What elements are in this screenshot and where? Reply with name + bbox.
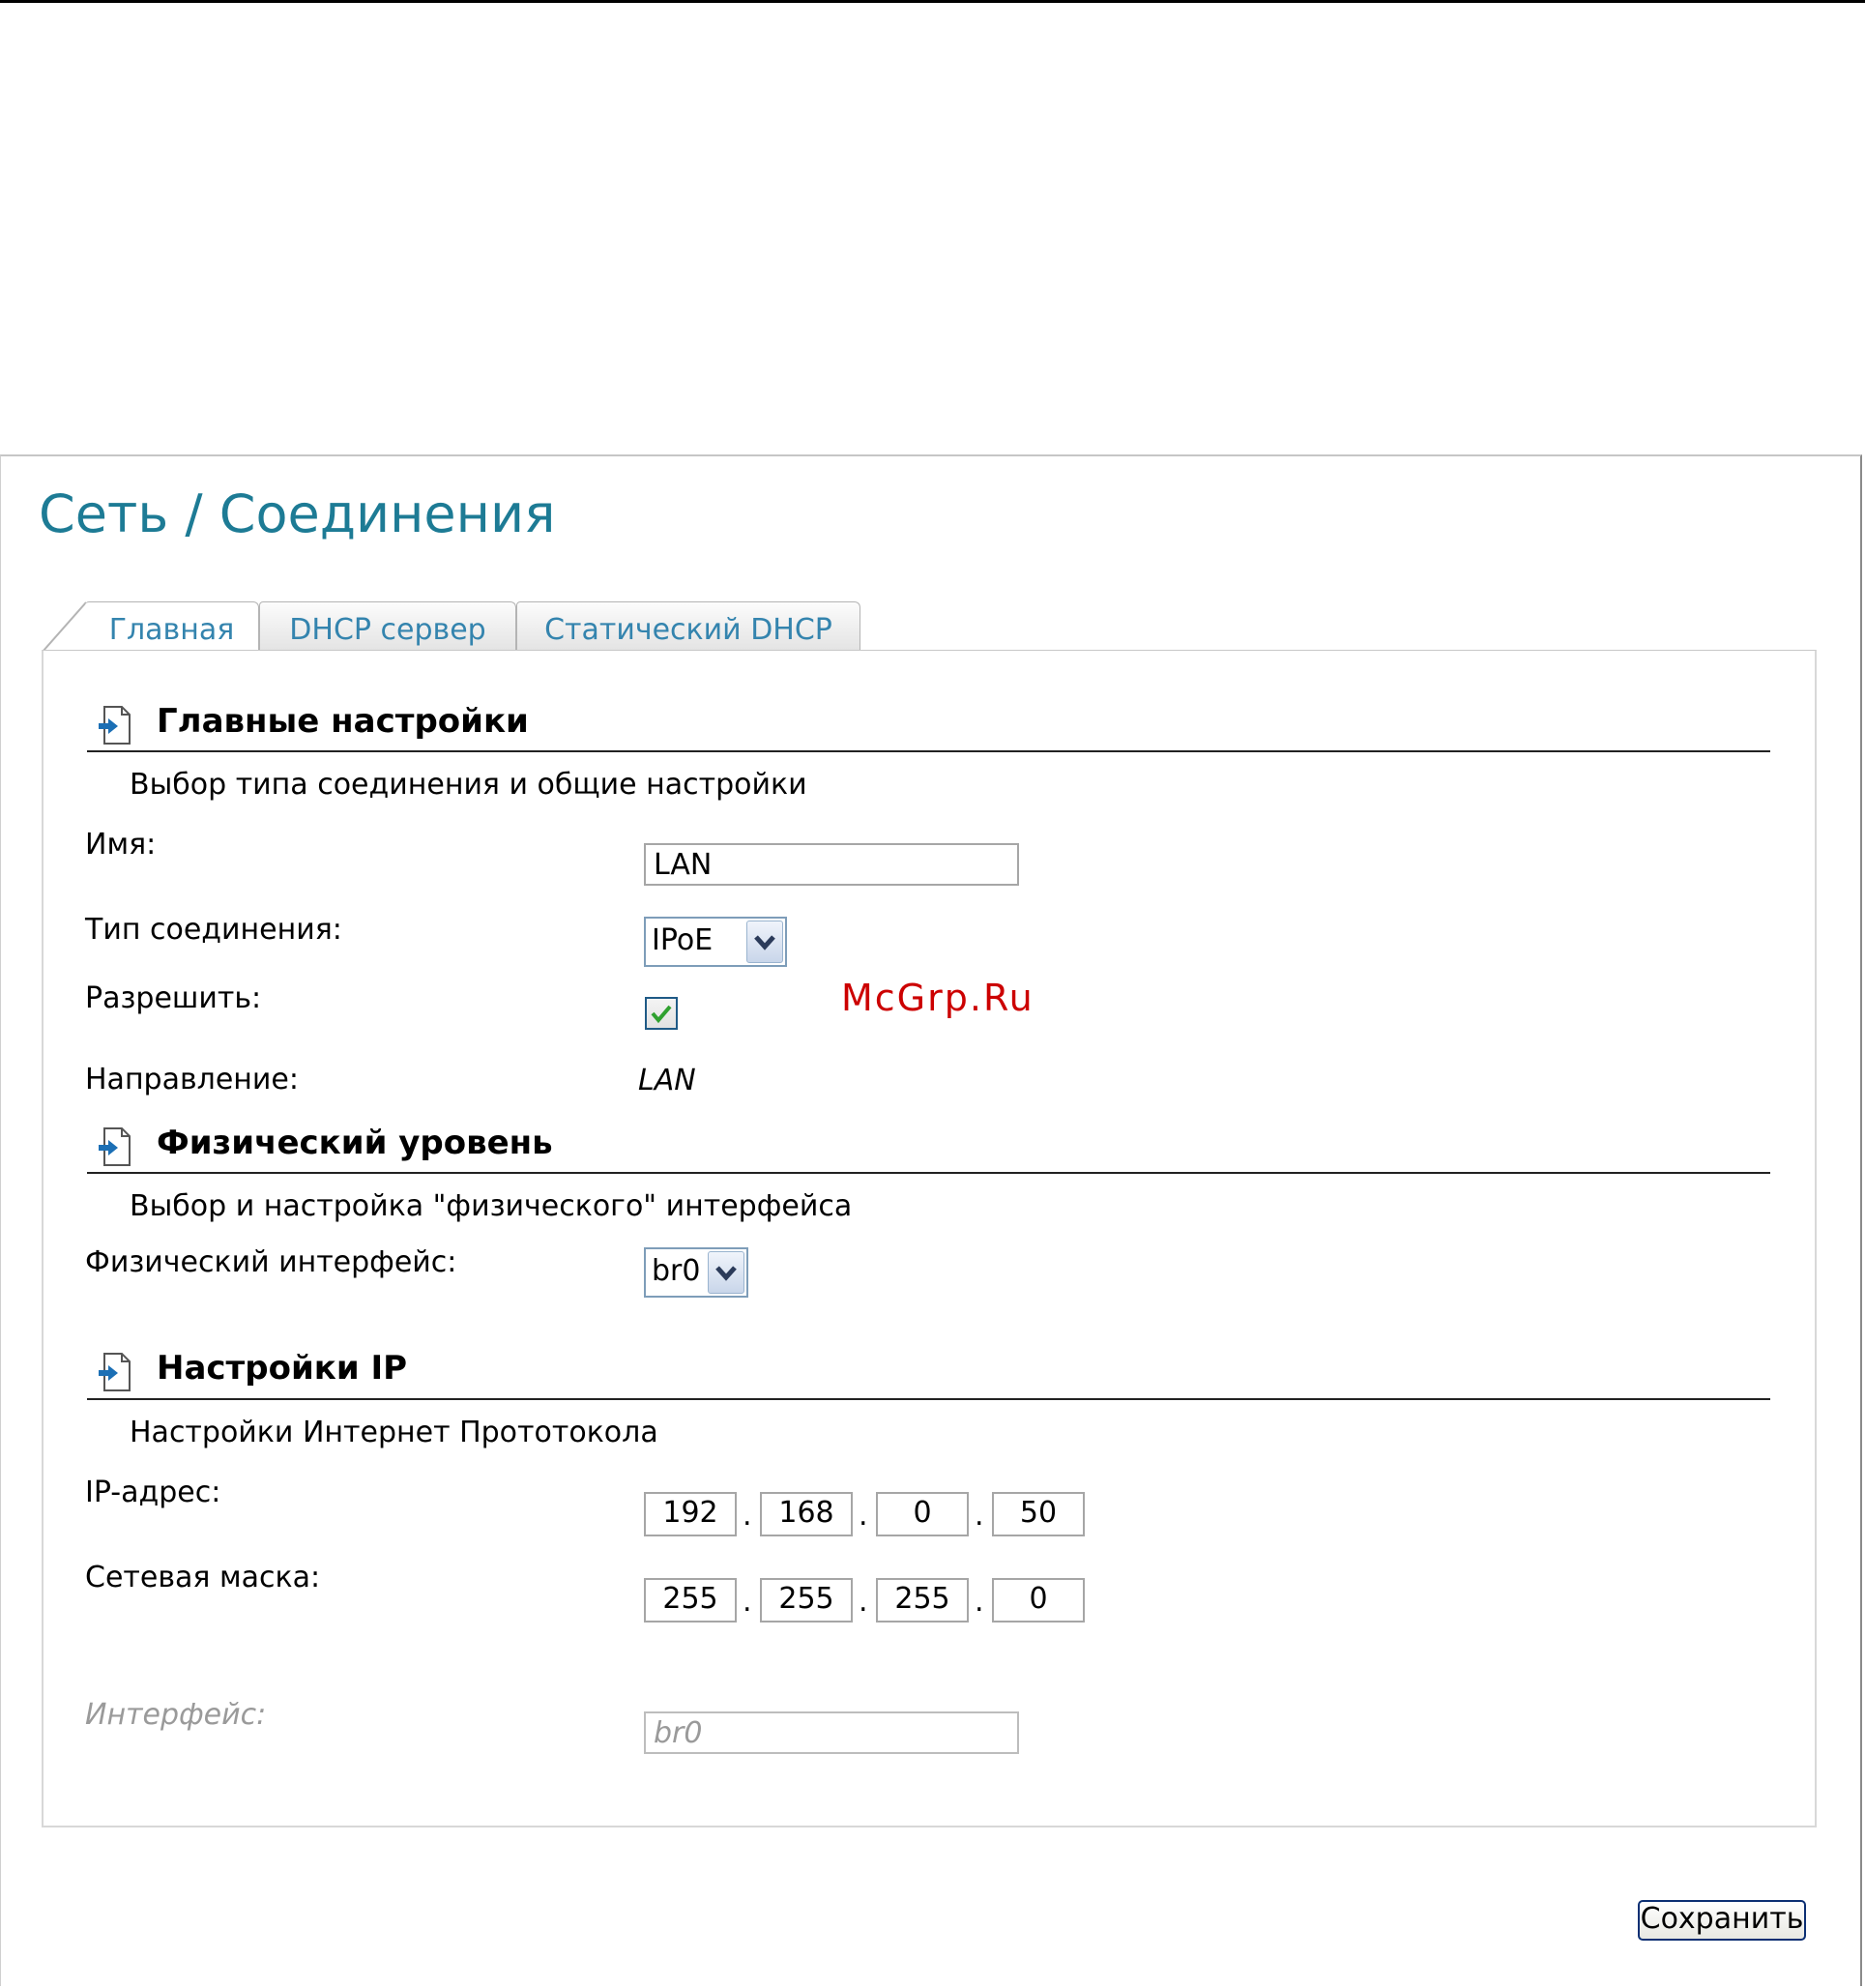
section-title-physical: Физический уровень bbox=[157, 1124, 553, 1162]
interface-input-value: br0 bbox=[654, 1716, 703, 1750]
ip-octet-2[interactable]: 168 bbox=[760, 1492, 853, 1536]
section-title-ip: Настройки IP bbox=[157, 1349, 408, 1388]
ip-octet-1[interactable]: 192 bbox=[644, 1492, 737, 1536]
physical-interface-value: br0 bbox=[652, 1254, 701, 1288]
mask-dot: . bbox=[743, 1585, 752, 1619]
tab-static-dhcp-label: Статический DHCP bbox=[544, 613, 832, 647]
interface-input bbox=[644, 1711, 1019, 1754]
ip-octet-3[interactable]: 0 bbox=[876, 1492, 969, 1536]
physical-interface-select[interactable] bbox=[644, 1247, 748, 1298]
netmask-label: Сетевая маска: bbox=[85, 1561, 321, 1594]
mask-octet-3[interactable]: 255 bbox=[876, 1578, 969, 1623]
connection-type-value: IPoE bbox=[652, 923, 714, 957]
save-button[interactable]: Сохранить bbox=[1638, 1900, 1806, 1941]
ip-address-label: IP-адрес: bbox=[85, 1476, 221, 1509]
page-arrow-icon bbox=[97, 1352, 131, 1392]
enable-label: Разрешить: bbox=[85, 981, 262, 1015]
enable-checkbox[interactable] bbox=[645, 997, 678, 1030]
tab-dhcp-server[interactable] bbox=[259, 601, 516, 650]
top-rule bbox=[0, 0, 1865, 3]
settings-panel bbox=[42, 650, 1817, 1827]
name-input[interactable] bbox=[644, 843, 1019, 886]
tab-dhcp-server-label: DHCP сервер bbox=[289, 613, 486, 647]
watermark: McGrp.Ru bbox=[841, 977, 1034, 1019]
direction-label: Направление: bbox=[85, 1063, 299, 1096]
connection-type-select[interactable] bbox=[644, 917, 787, 967]
checkmark-icon bbox=[647, 999, 676, 1028]
section-title-main: Главные настройки bbox=[157, 702, 529, 741]
ip-dot: . bbox=[743, 1499, 752, 1533]
name-label: Имя: bbox=[85, 828, 157, 862]
mask-dot: . bbox=[975, 1585, 984, 1619]
section-desc-ip: Настройки Интернет Прототокола bbox=[130, 1416, 658, 1449]
connection-type-label: Тип соединения: bbox=[85, 913, 342, 947]
section-divider bbox=[87, 750, 1770, 752]
mask-octet-2[interactable]: 255 bbox=[760, 1578, 853, 1623]
page-title: Сеть / Соединения bbox=[39, 483, 556, 544]
tab-slant-edge bbox=[43, 601, 86, 652]
section-desc-physical: Выбор и настройка "физического" интерфейса bbox=[130, 1189, 853, 1223]
direction-value: LAN bbox=[638, 1064, 696, 1097]
chevron-down-icon[interactable] bbox=[746, 921, 783, 963]
mask-octet-1[interactable]: 255 bbox=[644, 1578, 737, 1623]
interface-label: Интерфейс: bbox=[85, 1698, 267, 1732]
page-arrow-icon bbox=[97, 1126, 131, 1167]
mask-octet-4[interactable]: 0 bbox=[992, 1578, 1085, 1623]
mask-dot: . bbox=[859, 1585, 868, 1619]
ip-dot: . bbox=[975, 1499, 984, 1533]
tab-main[interactable] bbox=[85, 601, 259, 650]
physical-interface-label: Физический интерфейс: bbox=[85, 1245, 457, 1279]
ip-octet-4[interactable]: 50 bbox=[992, 1492, 1085, 1536]
chevron-down-icon[interactable] bbox=[708, 1251, 744, 1294]
section-desc-main: Выбор типа соединения и общие настройки bbox=[130, 768, 807, 802]
section-divider bbox=[87, 1172, 1770, 1174]
name-input-value: LAN bbox=[654, 848, 713, 882]
section-divider bbox=[87, 1398, 1770, 1400]
tab-static-dhcp[interactable] bbox=[516, 601, 860, 650]
ip-dot: . bbox=[859, 1499, 868, 1533]
tab-main-label: Главная bbox=[108, 613, 235, 647]
page-arrow-icon bbox=[97, 705, 131, 746]
